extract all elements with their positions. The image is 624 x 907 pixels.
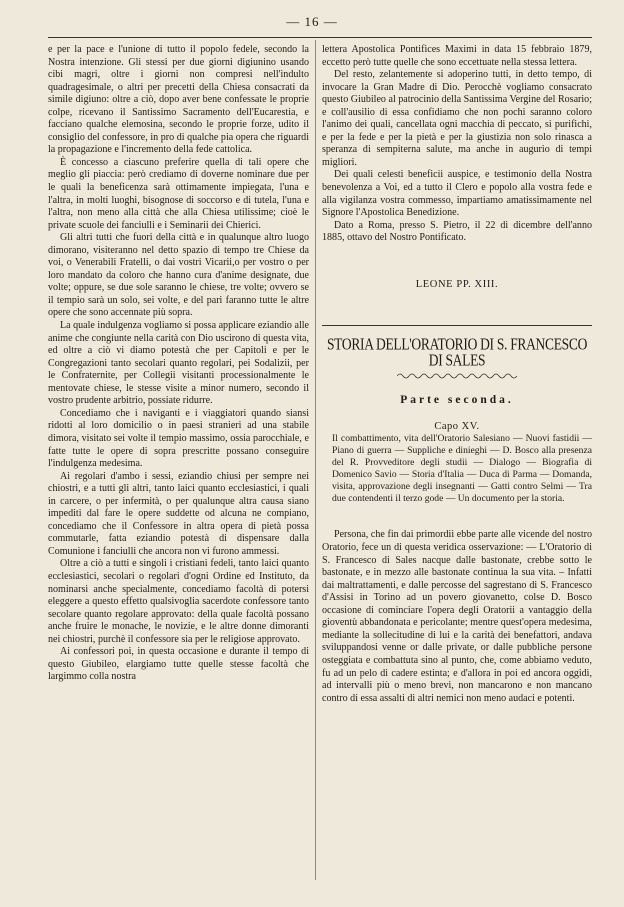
column-divider (315, 40, 316, 880)
header-rule (48, 37, 592, 38)
left-column (48, 44, 309, 684)
paragraph: È concesso a ciascuno preferire quella di tali opere che meglio gli piaccia: però crediamo di doverne nominare due per le quali la beneficenza sarà ottimamente impiegata, l'una e l'altra, in molti luoghi, bisognose di soccorso e di tutela, l'una e l'altra, non meno alla città che alla Chiesa utilissime; cioè le private scuole dei fanciulli e i Seminarii dei Chierici. (48, 156, 309, 231)
paragraph: lettera Apostolica Pontifices Maximi in data 15 febbraio 1879, eccetto però tutte quelle che sono eccettuate nella stessa lettera. (322, 44, 592, 68)
paragraph: Dato a Roma, presso S. Pietro, il 22 di dicembre dell'anno 1885, ottavo del Nostro Pontificato. (322, 219, 592, 244)
paragraph: e per la pace e l'unione di tutto il popolo fedele, secondo la Nostra intenzione. Gli stessi per due giorni digiunino usando cibi magri, oltre i giorni non compresi nell'indulto quadragesimale, o altri per precetti della Chiesa consacrati da simile digiuno: oltre a ciò, dopo aver bene confessate le proprie colpe, ricevano il Santissimo Sacramento dell'Eucarestia, e facciano qualche elemosina, secondo le proprie forze, udito il consiglio del confessore, in pro di qualche pia opera che riguardi la propagazione e l'incremento della fede cattolica. (48, 44, 309, 156)
section-rule (322, 325, 592, 326)
part-title: Parte seconda. (400, 394, 514, 407)
chapter-summary: Il combattimento, vita dell'Oratorio Salesiano — Nuovi fastidii — Piano di guerra — Suppliche e dinieghi — D. Bosco alla presenza del R. Provveditore degli studii — Dialogo — Biografia di Domenico Savio — Storia d'Italia — Duca di Parma — Domanda, visita, approvazione degli insegnanti — Gatti contro Selmi — Tra due contendenti il terzo gode — Un documento per la storia. (332, 433, 592, 505)
paragraph: Oltre a ciò a tutti e singoli i cristiani fedeli, tanto laici quanto ecclesiastici, secolari o regolari d'ogni Ordine ed Instituto, da nominarsi anche specialmente, concediamo facoltà di potersi eleggere a questo effetto qualsivoglia sacerdote confessore tanto secolare quanto regolare approvato: della quale facoltà possano anche fruire le monache, le novizie, e le altre donne dimoranti nei chiostri, purchè il confessore sia per le religiose approvato. (48, 558, 309, 645)
paragraph: Ai regolari d'ambo i sessi, eziandio chiusi per sempre nei chiostri, e a tutti gli altri, tanto laici quanto ecclesiastici, i quali in carcere, o per infermità, o per qualunque altra causa siano impediti dal fare le opere suddette od alcuna ne compiano, concediamo che il Confessore in altra opera di pietà possa commutarle, fatta eziandio potestà di dispensare dalla Comunione i fanciulli che ancora non vi furono ammessi. (48, 470, 309, 557)
paragraph: Ai confessori poi, in questa occasione e durante il tempo di questo Giubileo, elargiamo tutte quelle stesse facoltà che largimmo colla nostra (48, 646, 309, 683)
page-number: — 16 — (286, 14, 338, 29)
right-column (322, 44, 592, 705)
decorative-wave-ornament (397, 372, 517, 380)
paragraph: La quale indulgenza vogliamo si possa applicare eziandio alle anime che congiunte nella carità con Dio uscirono di questa vita, ed oltre a ciò vi diamo potestà che per Capitoli e per le Congregazioni tanto secolari quanto regolari, pei Sodalizii, per le Confraternite, per Collegii visitanti processionalmente le mentovate chiese, le stesse visite a minor numero, secondo il vostro prudente arbitrio, possiate ridurre. (48, 320, 309, 407)
paragraph: Del resto, zelantemente si adoperino tutti, in detto tempo, di invocare la Gran Madre di Dio. Perocchè vogliamo consacrato questo Giubileo al patrocinio della Santissima Vergine del Rosario; e coll'ausilio di essa confidiamo che non pochi saranno coloro l'animo dei quali, cancellata ogni macchia di peccato, si purifichi, e per la fede e per la pietà e per la giustizia non solo rinasca a speranza di sempiterna salute, ma anche in augurio di tempi migliori. (322, 69, 592, 168)
paragraph: Gli altri tutti che fuori della città e in qualunque altro luogo dimorano, visiteranno nel detto spazio di tempo tre Chiese da voi, o Venerabili Fratelli, o dai vostri Vicarii,o per vostro o per loro mandato da coloro che hanno cura d'anime designate, due volte; oppure, se due sole saranno le chiese, tre volte; ovvero se il tempio sarà un solo, sei volte, e del pari faranno tutte le altre opere che sono accennate più sopra. (48, 232, 309, 319)
chapter-heading: Capo XV. (434, 420, 480, 432)
papal-signature: LEONE PP. XIII. (415, 278, 499, 290)
paragraph: Dei quali celesti beneficii auspice, e testimonio della Nostra benevolenza a Voi, ed a tutto il Clero e popolo alla vostra fede e alla vigilanza vostra commesso, impartiamo amatissimamente nel Signore l'Apostolica Benedizione. (322, 169, 592, 219)
section-title: STORIA DELL'ORATORIO DI S. FRANCESCO DI SALES (326, 334, 588, 370)
paragraph: Persona, che fin dai primordii ebbe parte alle vicende del nostro Oratorio, fece un di questa veridica osservazione: — L'Oratorio di S. Francesco di Sales nacque dalle bastonate, crebbe sotto le bastonate, e in mezzo alle bastonate continua la sua vita. – Infatti dai maltrattamenti, e dalle percosse del sagrestano di S. Francesco d'Assisi in Torino ad un povero giovanetto, colse D. Bosco occasione di cominciare l'opera degli Oratorii a vantaggio della gioventù abbandonata e pericolante; mentre quest'opera medesima, mediante la sollecitudine di lui e la carità dei benefattori, andava sviluppandosi venne or dalle private, or dalle pubbliche persone osteggiata e combattuta sino al punto, che, come abbiamo veduto, fu ad un pelo di cadere estinta; e d'allora in poi ed ancora oggidì, ad intervalli più o meno brevi, non mancarono e non mancano contro di essa assalti di altri nemici non meno audaci e potenti. (322, 529, 592, 704)
paragraph: Concediamo che i naviganti e i viaggiatori quando siansi ridotti al loro domicilio o in paesi stranieri ad una stabile dimora, visitato sei volte il tempio massimo, ossia parocchiale, e fatte tutte le opere di sopra prescritte possano conseguire l'indulgenza medesima. (48, 407, 309, 470)
